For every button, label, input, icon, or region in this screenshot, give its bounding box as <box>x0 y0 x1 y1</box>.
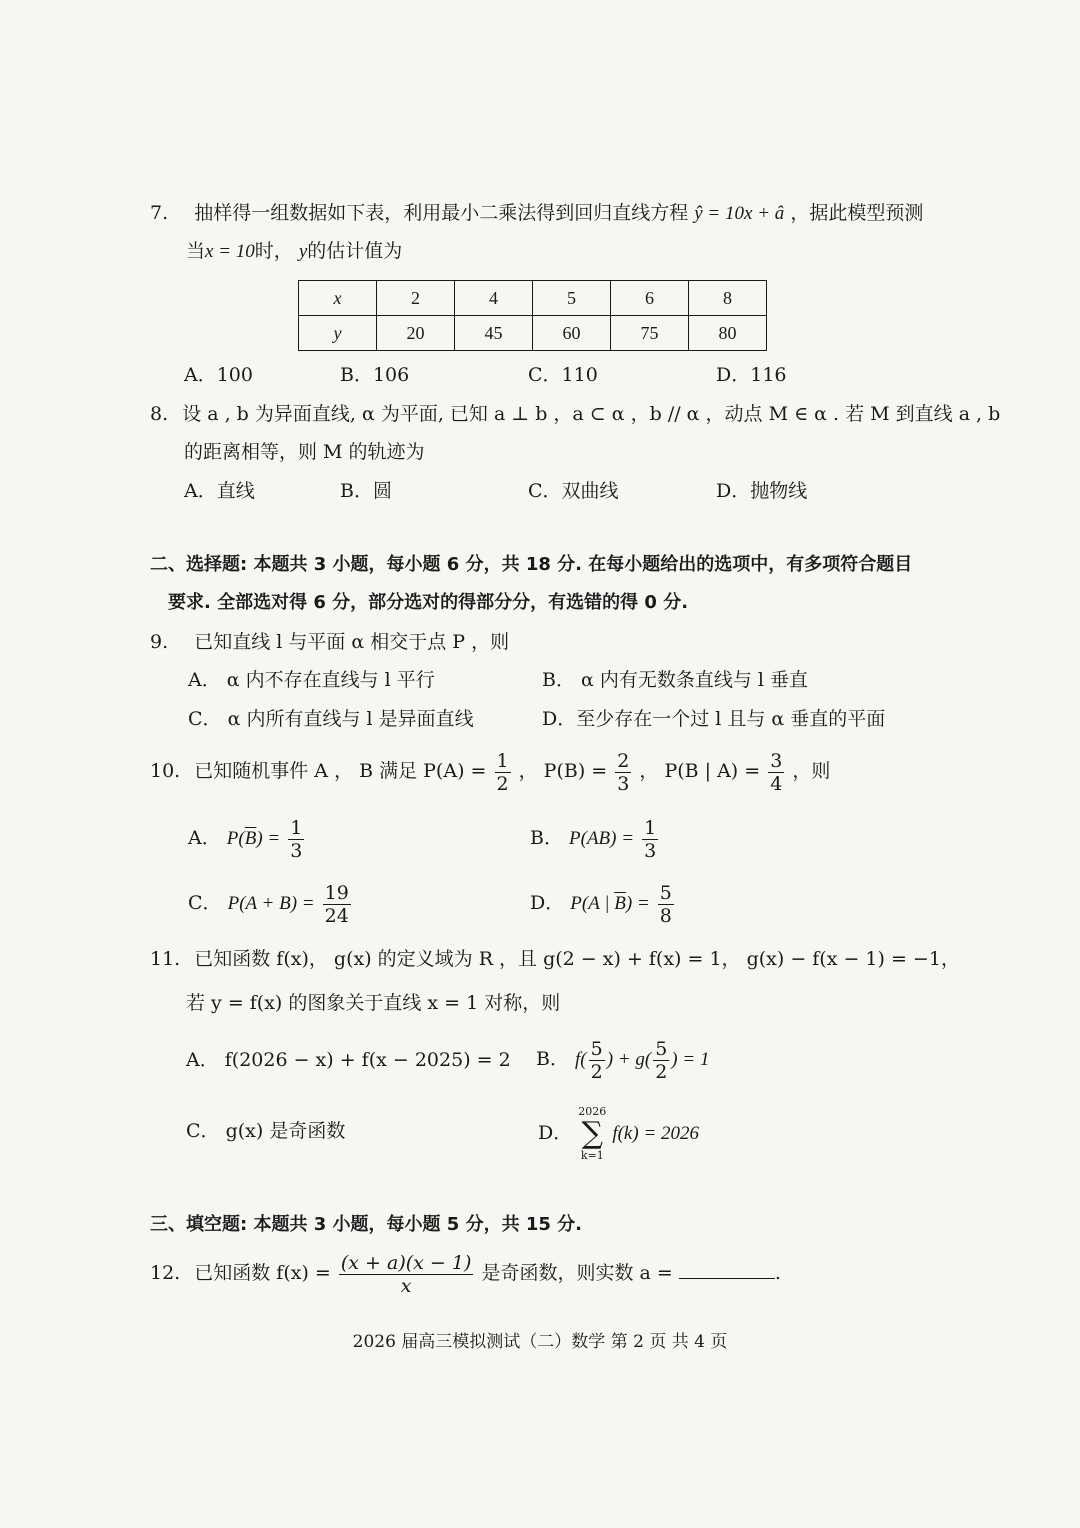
q8-stem-a: 设 a , b 为异面直线, α 为平面, 已知 a ⊥ b ，a ⊂ α ，b // α ，动点 M ∈ α . 若 M 到直线 a , b <box>182 403 1001 425</box>
q7-equation: ŷ = 10x + â <box>694 203 785 224</box>
option-label: A． <box>188 827 221 849</box>
denominator: 2 <box>655 1060 668 1083</box>
denominator: 24 <box>324 904 349 927</box>
q7-data-table <box>298 280 767 351</box>
q7-stem-e: 的估计值为 <box>307 240 403 262</box>
option-frac <box>589 1038 605 1083</box>
option-frac <box>288 817 304 862</box>
option-label: D． <box>538 1122 573 1144</box>
q8-option-b: B．圆 <box>340 480 392 502</box>
option-expr: f(k) = 2026 <box>612 1123 700 1144</box>
q7-stem-c: 当 <box>186 240 206 262</box>
numerator: (x + a)(x − 1) <box>340 1251 472 1274</box>
table-cell: 75 <box>611 316 689 351</box>
q9-option-b: B． α 内有无数条直线与 l 垂直 <box>542 669 809 691</box>
q11-option-d <box>538 1104 699 1163</box>
q12-fraction <box>339 1252 474 1297</box>
option-frac <box>658 882 674 927</box>
q10-number: 10. <box>150 760 181 782</box>
q9-stem: 已知直线 l 与平面 α 相交于点 P ，则 <box>194 631 510 653</box>
q7-stem-d: 时， <box>254 240 293 262</box>
option-expr: ) = 1 <box>671 1049 710 1070</box>
q7-line2 <box>186 238 402 265</box>
q7-option-c: C．110 <box>528 364 598 386</box>
answer-blank[interactable] <box>679 1260 775 1279</box>
option-label: B． <box>536 1048 569 1070</box>
numerator: 19 <box>324 881 349 904</box>
numerator: 3 <box>770 749 783 772</box>
table-row <box>299 316 767 351</box>
q10-option-b <box>530 815 660 862</box>
denominator: x <box>400 1274 412 1297</box>
option-expr: P(A + B) = <box>227 893 315 914</box>
table-cell: 6 <box>611 281 689 316</box>
numerator: 2 <box>617 749 630 772</box>
option-label: B． <box>530 827 563 849</box>
q11-line1 <box>150 946 960 972</box>
q7-x-value: x = 10 <box>205 241 255 262</box>
table-cell: y <box>299 316 377 351</box>
option-frac <box>642 817 658 862</box>
numerator: 5 <box>655 1037 668 1060</box>
q7-line1 <box>150 200 923 227</box>
q8-stem-b: 的距离相等，则 M 的轨迹为 <box>184 441 425 463</box>
q10-stem-c: ， P(B | A) = <box>639 760 761 782</box>
q9-option-a: A． α 内不存在直线与 l 平行 <box>188 669 435 691</box>
q12-line <box>150 1250 781 1297</box>
summation-symbol <box>578 1105 606 1163</box>
q9-option-c: C． α 内所有直线与 l 是异面直线 <box>188 708 474 730</box>
q9-number: 9. <box>150 631 169 653</box>
option-expr: $\overline{B}$ <box>244 828 257 849</box>
numerator: 5 <box>590 1037 603 1060</box>
numerator: 5 <box>659 881 672 904</box>
option-expr: P(AB) = <box>569 828 635 849</box>
q12-stem-end: . <box>774 1262 781 1284</box>
q11-stem-a: 已知函数 f(x)， g(x) 的定义域为 R ，且 g(2 − x) + f(x) = 1， g(x) − f(x − 1) = −1， <box>194 948 960 970</box>
table-cell: 5 <box>533 281 611 316</box>
q11-option-a: A． f(2026 − x) + f(x − 2025) = 2 <box>186 1049 511 1071</box>
q10-frac-pa <box>495 750 511 795</box>
option-expr: P(A | <box>570 893 615 914</box>
option-frac <box>653 1038 669 1083</box>
denominator: 3 <box>290 839 303 862</box>
q8-number: 8. <box>150 403 169 425</box>
table-cell: x <box>299 281 377 316</box>
option-expr: ) = <box>256 828 281 849</box>
option-expr: $\overline{B}$ <box>614 893 626 914</box>
section2-heading-line2: 要求. 全部选对得 6 分，部分选对的得部分分，有选错的得 0 分. <box>168 592 689 613</box>
section3-heading: 三、填空题: 本题共 3 小题，每小题 5 分，共 15 分. <box>150 1214 582 1235</box>
q7-stem-a: 抽样得一组数据如下表，利用最小二乘法得到回归直线方程 <box>194 202 689 224</box>
option-expr: ) = <box>625 893 650 914</box>
q7-option-b: B．106 <box>340 364 410 386</box>
section2-heading-line1: 二、选择题: 本题共 3 小题，每小题 6 分，共 18 分. 在每小题给出的选项中，有多项符合题目 <box>150 554 913 575</box>
q8-line1 <box>150 401 1000 427</box>
denominator: 8 <box>659 904 672 927</box>
sum-sign: ∑ <box>581 1116 603 1151</box>
denominator: 3 <box>644 839 657 862</box>
table-cell: 4 <box>455 281 533 316</box>
q10-frac-pb <box>615 750 631 795</box>
option-frac <box>323 882 351 927</box>
table-cell: 2 <box>377 281 455 316</box>
q10-frac-pba <box>768 750 784 795</box>
q7-option-a: A．100 <box>184 364 253 386</box>
denominator: 3 <box>617 772 630 795</box>
q7-stem-b: ，据此模型预测 <box>790 202 924 224</box>
q10-line <box>150 748 830 795</box>
q11-stem-b: 若 y = f(x) 的图象关于直线 x = 1 对称，则 <box>186 992 561 1014</box>
q12-stem-a: 已知函数 f(x) = <box>194 1262 331 1284</box>
q10-option-a <box>188 815 306 862</box>
q7-option-d: D．116 <box>716 364 787 386</box>
option-expr: f( <box>575 1049 587 1070</box>
q11-option-b <box>536 1036 709 1083</box>
q12-number: 12. <box>150 1262 181 1284</box>
denominator: 4 <box>770 772 783 795</box>
denominator: 2 <box>590 1060 603 1083</box>
table-cell: 45 <box>455 316 533 351</box>
table-cell: 80 <box>689 316 767 351</box>
q9-option-d: D．至少存在一个过 l 且与 α 垂直的平面 <box>542 708 886 730</box>
q10-stem-b: ， P(B) = <box>518 760 608 782</box>
q12-stem-b: 是奇函数，则实数 a = <box>481 1262 673 1284</box>
page-footer: 2026 届高三模拟测试（二）数学 第 2 页 共 4 页 <box>352 1332 728 1352</box>
q7-y-symbol: y <box>298 241 308 262</box>
numerator: 1 <box>496 749 509 772</box>
sum-upper-limit: 2026 <box>578 1105 607 1118</box>
q8-option-a: A．直线 <box>184 480 255 502</box>
option-label: C． <box>188 892 222 914</box>
q11-option-c: C． g(x) 是奇函数 <box>186 1120 346 1142</box>
table-cell: 20 <box>377 316 455 351</box>
denominator: 2 <box>496 772 509 795</box>
option-label: D． <box>530 892 565 914</box>
q10-stem-d: ，则 <box>792 760 831 782</box>
q11-number: 11. <box>150 948 181 970</box>
q8-option-d: D．抛物线 <box>716 480 808 502</box>
option-expr: P( <box>226 828 245 849</box>
option-expr: ) + g( <box>606 1049 652 1070</box>
numerator: 1 <box>290 816 303 839</box>
q10-option-c <box>188 880 353 927</box>
q10-stem-a: 已知随机事件 A ， B 满足 P(A) = <box>194 760 487 782</box>
q7-number: 7. <box>150 202 169 224</box>
q10-option-d <box>530 880 676 927</box>
sum-lower-limit: k=1 <box>580 1149 604 1162</box>
numerator: 1 <box>644 816 657 839</box>
table-row <box>299 281 767 316</box>
table-cell: 60 <box>533 316 611 351</box>
q8-option-c: C．双曲线 <box>528 480 619 502</box>
table-cell: 8 <box>689 281 767 316</box>
q9-line <box>150 629 509 655</box>
